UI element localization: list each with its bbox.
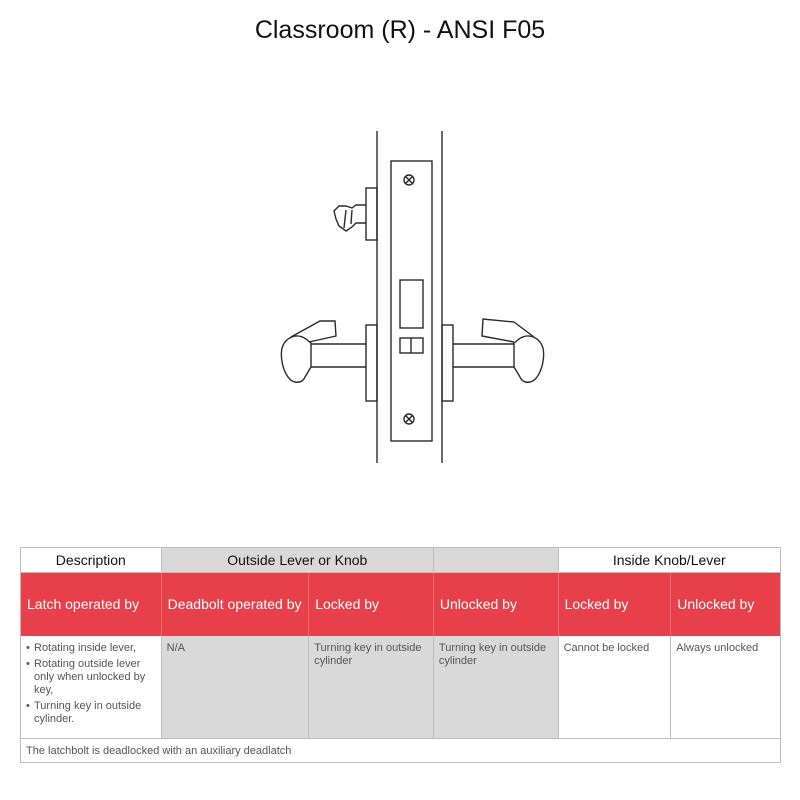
table-row xyxy=(21,636,780,739)
outside-lever-header: Outside Lever or Knob xyxy=(162,548,434,572)
top-screw-icon xyxy=(404,175,414,185)
inside-lever-icon xyxy=(453,319,544,382)
bottom-screw-icon xyxy=(404,414,414,424)
latch-operation-cell xyxy=(21,636,162,738)
deadbolt-column-label: Deadbolt operated by xyxy=(162,573,310,636)
latch-column-label: Latch operated by xyxy=(21,573,162,636)
list-item: • Rotating inside lever, xyxy=(26,642,156,655)
outside-unlocked-value-cell: Turning key in outside cylinder xyxy=(434,636,559,738)
table-header-row xyxy=(21,548,780,573)
key-icon xyxy=(334,205,366,231)
inside-locked-value-cell: Cannot be locked xyxy=(559,636,672,738)
inside-lever-header: Inside Knob/Lever xyxy=(612,552,726,568)
deadbolt-value-cell: N/A xyxy=(162,636,310,738)
inside-unlocked-column-label: Unlocked by xyxy=(677,596,755,612)
inside-unlocked-value-cell: Always unlocked xyxy=(676,642,759,654)
description-header: Description xyxy=(21,548,162,572)
latchbolt xyxy=(400,280,423,328)
cylinder-rose xyxy=(366,188,377,240)
inside-lever-rose xyxy=(442,325,453,401)
outside-locked-value-cell: Turning key in outside cylinder xyxy=(309,636,434,738)
note-row xyxy=(21,739,780,762)
faceplate xyxy=(391,161,432,441)
page-title: Classroom (R) - ANSI F05 xyxy=(254,16,546,44)
outside-lever-icon xyxy=(281,321,366,382)
blank-header-cell xyxy=(434,548,559,572)
list-item: • Rotating outside lever only when unlocked by key, xyxy=(26,658,156,697)
inside-locked-column-label: Locked by xyxy=(559,573,672,636)
function-spec-table xyxy=(20,547,781,763)
latch-operation-list xyxy=(26,642,156,726)
list-item: • Turning key in outside cylinder. xyxy=(26,700,156,726)
outside-lever-rose xyxy=(366,325,377,401)
outside-locked-column-label: Locked by xyxy=(309,573,434,636)
column-label-row xyxy=(21,573,780,636)
outside-unlocked-column-label: Unlocked by xyxy=(434,573,559,636)
table-note: The latchbolt is deadlocked with an auxiliary deadlatch xyxy=(26,744,292,757)
